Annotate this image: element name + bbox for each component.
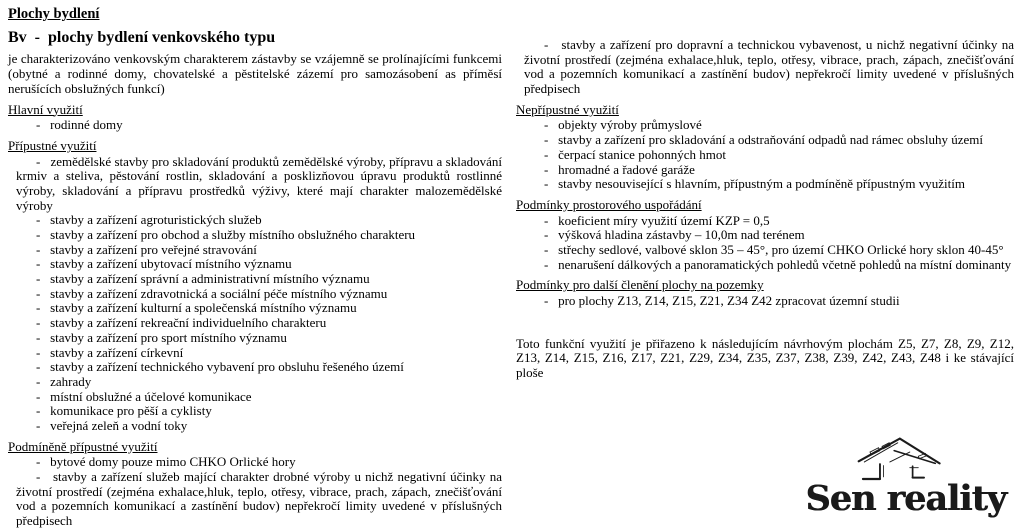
section-heading: Podmínky pro další členění plochy na pozemky: [516, 277, 764, 293]
list-item: - stavby a zařízení rekreační individuelního charakteru: [36, 315, 327, 331]
list-item: - střechy sedlové, valbové sklon 35 – 45°, pro území CHKO Orlické hory sklon 40-45°: [544, 241, 1004, 257]
left-column-blocks: [8, 103, 502, 528]
bullet-list: [516, 118, 1014, 191]
list-item: - stavby a zařízení pro sport místního významu: [36, 329, 287, 345]
list-item: - stavby a zařízení pro veřejné stravování: [36, 241, 257, 257]
section-heading: Podmínky prostorového uspořádání: [516, 196, 702, 212]
section-heading: Podmíněně přípustné využití: [8, 438, 158, 454]
left-column: [8, 0, 502, 528]
list-item: - nenarušení dálkových a panoramatických pohledů včetně pohledů na místní dominanty: [544, 256, 1012, 272]
list-item: - stavby a zařízení správní a administrativní místního významu: [36, 271, 370, 287]
list-item: - místní obslužné a účelové komunikace: [36, 388, 252, 404]
list-item: - stavby a zařízení technického vybavení pro obsluhu řešeného území: [36, 359, 404, 375]
list-item: - stavby a zařízení agroturistických služeb: [36, 212, 262, 228]
logo-text: Sen reality: [805, 478, 1006, 519]
house-sketch-icon: [853, 429, 941, 485]
list-item: - veřejná zeleň a vodní toky: [36, 417, 188, 433]
bullet-list: [516, 38, 1014, 97]
list-item: - zemědělské stavby pro skladování produktů zemědělské výroby, přípravu a skladování krmiv a steliva, pěstování rostlin, skladování a posklizňovou úpravu produktů rostlinné výroby, skladování a přípravu prostředků výživy, které mají charakter malozemědělské výroby: [16, 153, 502, 213]
section-heading: Hlavní využití: [8, 101, 83, 117]
list-item: - čerpací stanice pohonných hmot: [544, 146, 726, 162]
bullet-list: [8, 155, 502, 434]
list-item: - stavby a zařízení pro obchod a služby místního obslužného charakteru: [36, 227, 416, 243]
list-item: - stavby a zařízení služeb mající charakter drobné výroby u nichž negativní účinky na životní prostředí (zejména exhalace,hluk, teplo, otřesy, vibrace, prach, zápach, znečišťování vod a pozemních komunikací a zastínění budov) nepřekročí limity uvedené v příslušných předpisech: [16, 469, 502, 528]
bullet-list: [8, 118, 502, 133]
right-column-blocks: [516, 38, 1014, 381]
section-heading: Přípustné využití: [8, 137, 97, 153]
list-item: - komunikace pro pěší a cyklisty: [36, 403, 212, 419]
list-item: - stavby a zařízení zdravotnická a sociální péče místního významu: [36, 285, 388, 301]
list-item: - hromadné a řadové garáže: [544, 161, 695, 177]
list-item: - zahrady: [36, 373, 92, 389]
list-item: - rodinné domy: [36, 117, 123, 133]
list-item: - bytové domy pouze mimo CHKO Orlické hory: [36, 454, 296, 470]
right-column: [516, 0, 1014, 384]
bullet-list: [516, 294, 1014, 309]
list-item: - stavby a zařízení kulturní a společenská místního významu: [36, 300, 357, 316]
section-heading: Nepřípustné využití: [516, 101, 619, 117]
list-item: - pro plochy Z13, Z14, Z15, Z21, Z34 Z42 zpracovat územní studii: [544, 293, 900, 308]
list-item: - výšková hladina zástavby – 10,0m nad terénem: [544, 227, 805, 243]
list-item: - stavby a zařízení církevní: [36, 344, 184, 360]
paragraph: Toto funkční využití je přiřazeno k následujícím návrhovým plochám Z5, Z7, Z8, Z9, Z12, Z13, Z14, Z15, Z16, Z17, Z21, Z29, Z34, Z35, Z37, Z38, Z39, Z42, Z43, Z48 i ke stávající ploše: [516, 335, 1014, 381]
bullet-list: [8, 455, 502, 528]
list-item: - stavby a zařízení pro dopravní a technickou vybavenost, u nichž negativní účinky na životní prostředí (zejména exhalace,hluk, teplo, otřesy, vibrace, prach, zápach, znečišťování vod a pozemních komunikací a zastínění budov) nepřekročí limity uvedené v příslušných předpisech: [524, 37, 1014, 97]
sen-reality-logo: [805, 429, 1006, 519]
list-item: - koeficient míry využití území KZP = 0,5: [544, 212, 770, 228]
list-item: - stavby a zařízení pro skladování a odstraňování odpadů nad rámec obsluhy území: [544, 132, 983, 148]
list-item: - stavby a zařízení ubytovací místního významu: [36, 256, 292, 272]
list-item: - objekty výroby průmyslové: [544, 117, 702, 133]
bullet-list: [516, 214, 1014, 273]
page-title: Plochy bydlení: [8, 6, 100, 22]
list-item: - stavby nesouvisející s hlavním, přípustným a podmíněně přípustným využitím: [544, 176, 966, 192]
intro-paragraph: je charakterizováno venkovským charakterem zástavby se vzájemně se prolínajícími funkcemi (obytné a rodinné domy, chovatelské a pěstitelské zázemí pro samozásobení as příměsí nerušících obslužných funkcí): [8, 51, 502, 96]
zone-code-heading: Bv - plochy bydlení venkovského typu: [8, 29, 276, 47]
